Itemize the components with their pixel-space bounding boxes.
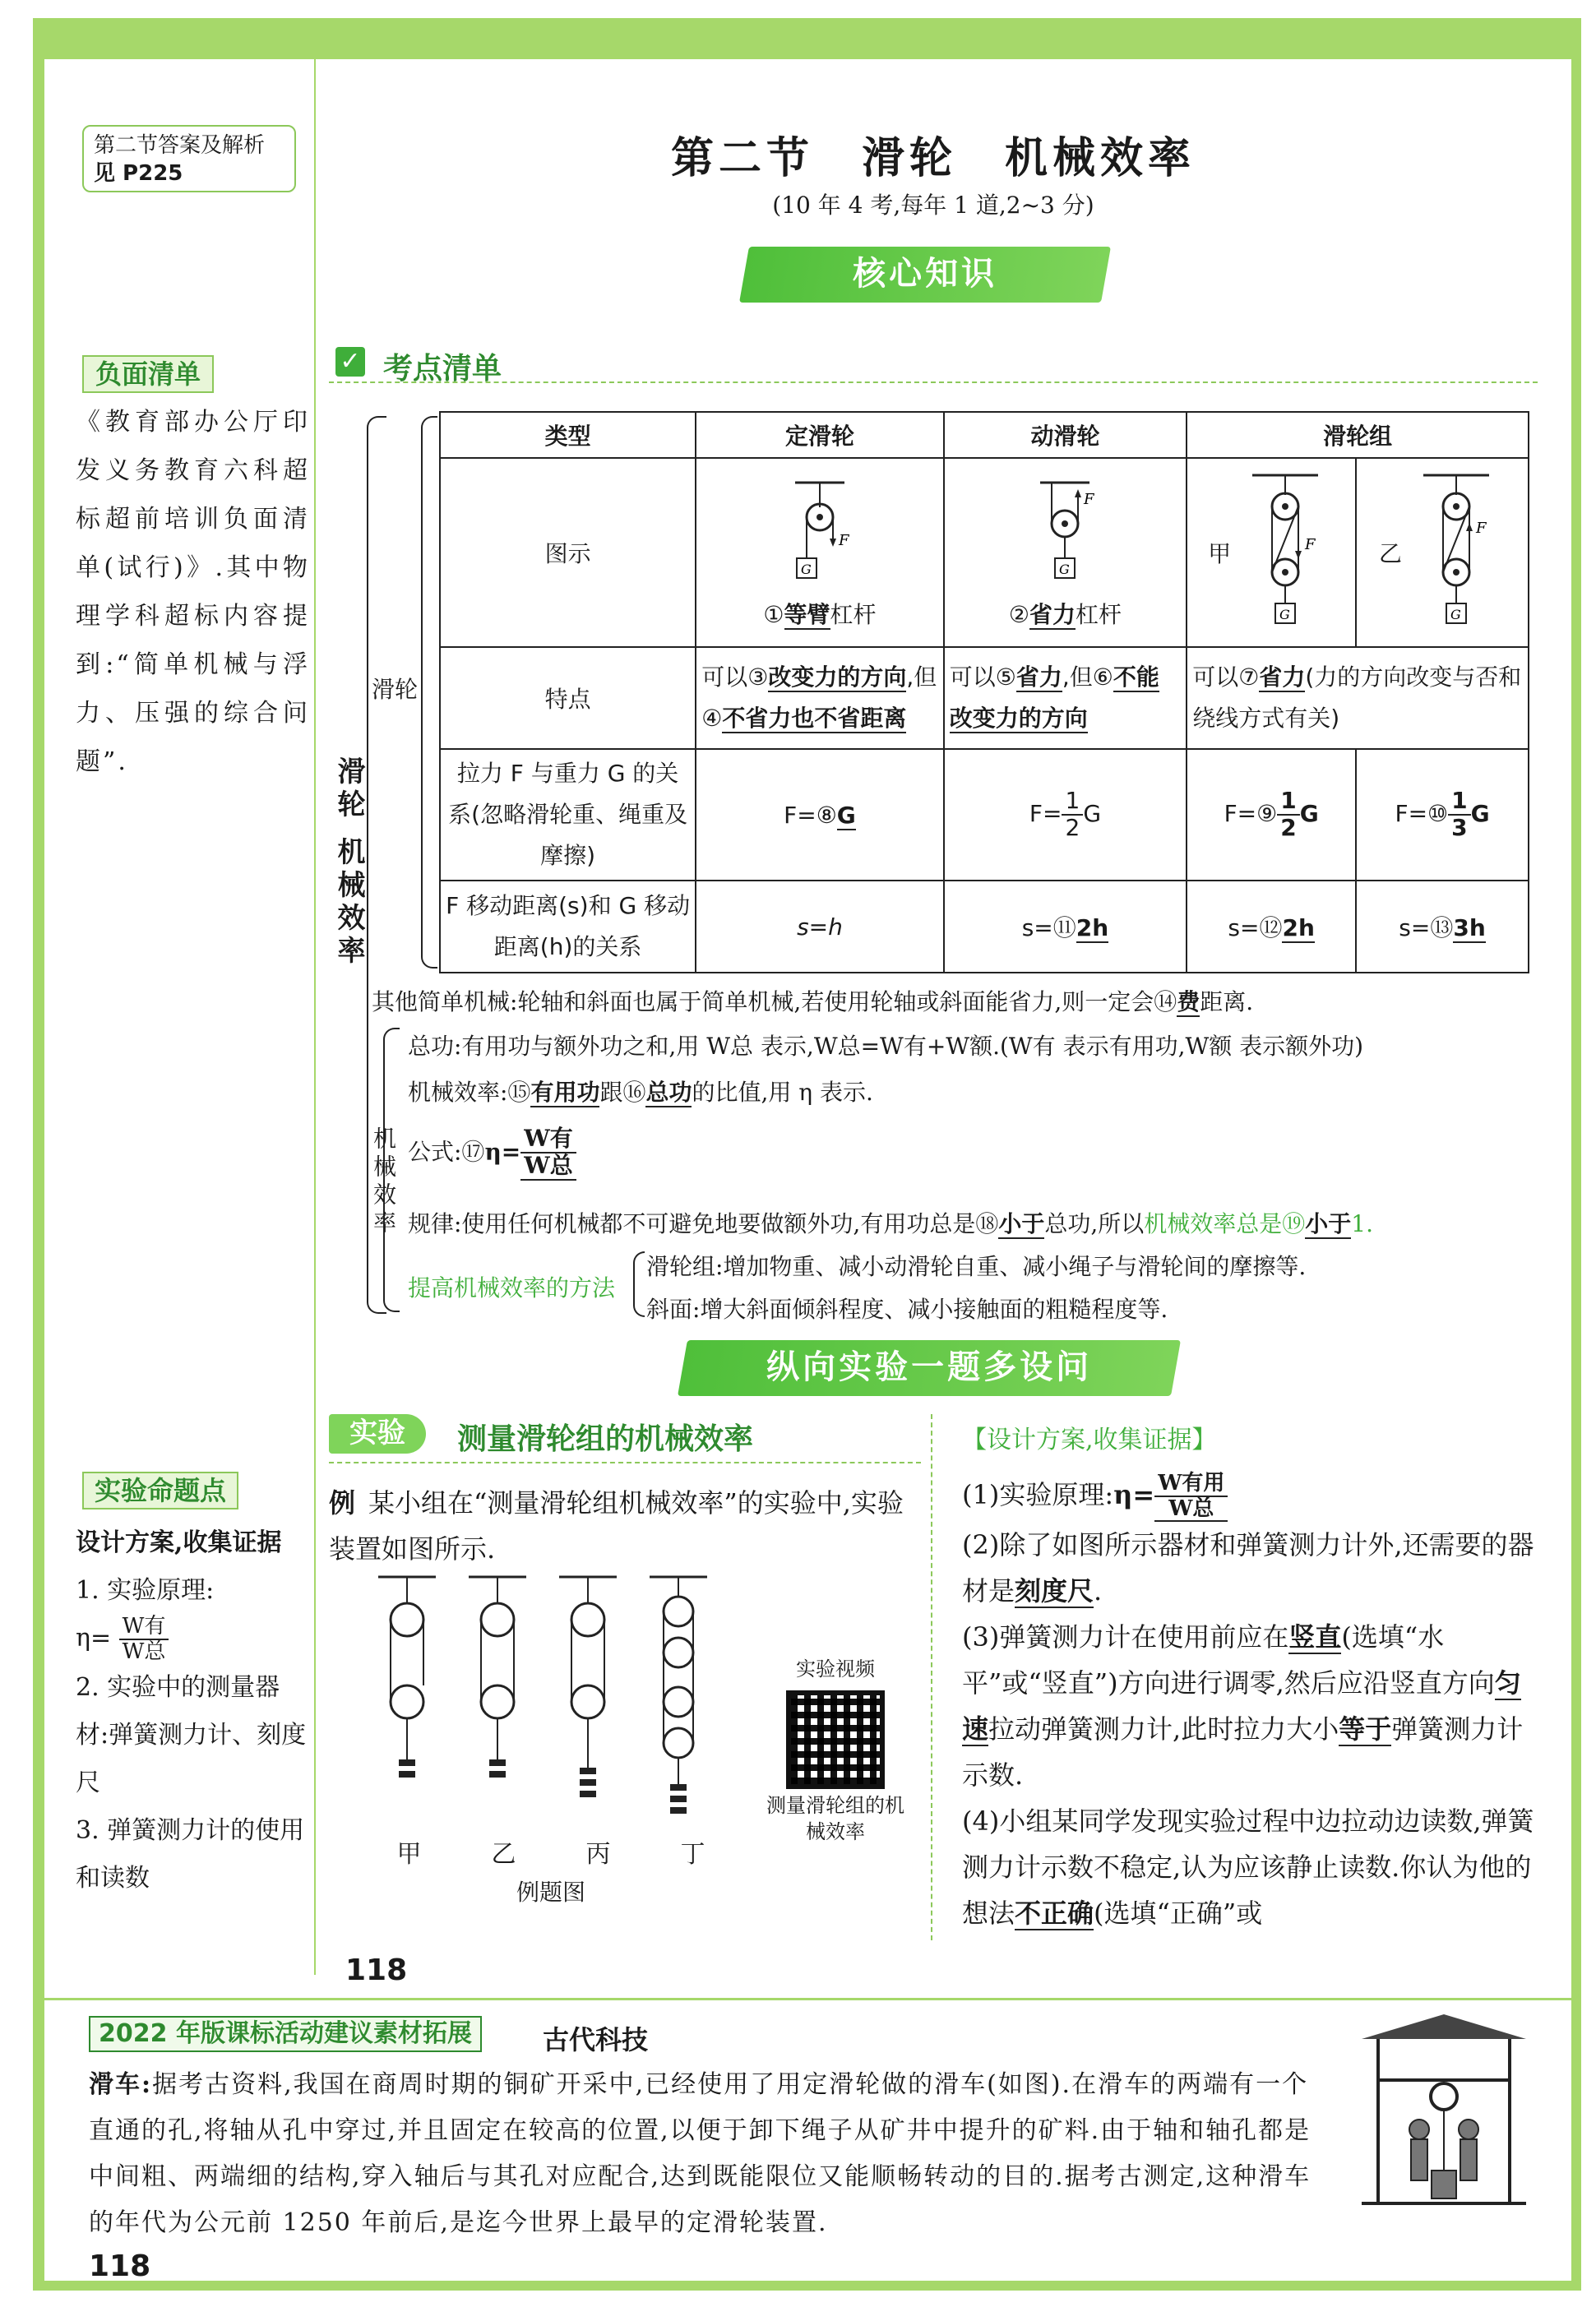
col-fixed: 定滑轮 xyxy=(696,412,943,458)
right-column xyxy=(962,1417,1538,1936)
pulley-group-jia-diagram xyxy=(1236,470,1335,635)
pulley-group-yi-cell xyxy=(1356,458,1529,647)
fixed-caption xyxy=(701,597,937,630)
movable-pulley-cell xyxy=(944,458,1187,647)
q2-pre: (2)除了如图所示器材和弹簧测力计外,还需要的器材是 xyxy=(962,1529,1534,1607)
group-feature-b: (力的方向改变与否和绕线方式有关) xyxy=(1192,663,1522,732)
movable-force-post: G xyxy=(1083,800,1102,827)
fixed-pulley-cell xyxy=(696,458,943,647)
experiment-figure xyxy=(362,1570,740,1817)
eff-formula-den: W总 xyxy=(524,1151,573,1179)
movable-feature xyxy=(944,647,1187,749)
improve-bracket xyxy=(633,1251,645,1317)
q3-c: 拉动弹簧测力计,此时拉力大小 xyxy=(988,1713,1339,1745)
page-number: 118 xyxy=(89,2249,151,2283)
eff-def-post: 的比值,用 η 表示. xyxy=(692,1079,873,1106)
yi-label: 乙 xyxy=(1379,540,1403,567)
exp-point-1-formula xyxy=(76,1615,310,1664)
page-title: 第二节 滑轮 机械效率 xyxy=(670,134,1196,183)
movable-distance-answer: 2h xyxy=(1076,914,1109,941)
core-knowledge-banner xyxy=(739,247,1111,303)
col-movable: 动滑轮 xyxy=(944,412,1187,458)
svg-text:F: F xyxy=(838,531,849,549)
inner-page-number: 118 xyxy=(345,1953,408,1987)
example-text: 某小组在“测量滑轮组机械效率”的实验中,实验装置如图所示. xyxy=(329,1487,904,1565)
page-frame-top xyxy=(33,18,1581,59)
movable-caption xyxy=(950,597,1182,630)
fixed-caption-answer: 等臂 xyxy=(784,600,830,628)
jia-force-num: 1 xyxy=(1277,788,1299,816)
exp-points-tag: 实验命题点 xyxy=(82,1472,238,1509)
yi-distance-pre: s=⑬ xyxy=(1399,914,1454,941)
bottom-tag: 2022 年版课标活动建议素材拓展 xyxy=(89,2016,482,2052)
exp-points-heading: 设计方案,收集证据 xyxy=(76,1528,282,1557)
fixed-feature-a: 可以③ xyxy=(701,663,769,691)
improve-label: 提高机械效率的方法 xyxy=(408,1274,616,1301)
answer-ref-line1: 第二节答案及解析 xyxy=(94,133,266,158)
fixed-force-answer: G xyxy=(836,801,856,829)
jia-distance-answer: 2h xyxy=(1282,914,1315,941)
svg-text:F: F xyxy=(1305,536,1316,553)
pulley-table xyxy=(439,411,1529,973)
q3-answer2: 匀速 xyxy=(962,1667,1521,1745)
q3-answer1: 竖直 xyxy=(1288,1621,1342,1653)
example-block xyxy=(329,1480,921,1572)
fixed-distance: s=h xyxy=(696,881,943,973)
experiment-tag: 实验 xyxy=(329,1414,426,1454)
movable-feature-b: ,但⑥ xyxy=(1062,663,1113,691)
eta-symbol: η= xyxy=(76,1624,112,1653)
core-knowledge-label: 核心知识 xyxy=(853,255,998,293)
fixed-force-pre: F=⑧ xyxy=(784,801,837,829)
other-machines xyxy=(372,987,1539,1018)
checkmark-icon: ✓ xyxy=(335,347,365,377)
jia-force-post: G xyxy=(1299,800,1319,827)
jia-force-pre: F=⑨ xyxy=(1224,800,1278,827)
other-machines-pre: 其他简单机械:轮轴和斜面也属于简单机械,若使用轮轴或斜面能省力,则一定会⑭ xyxy=(372,988,1177,1015)
example-label: 例 xyxy=(329,1487,356,1519)
yi-force-num: 1 xyxy=(1448,788,1470,816)
q3-d: 弹簧测力计示数. xyxy=(962,1713,1524,1792)
q1-eta: η= xyxy=(1113,1479,1155,1511)
efficiency-rule xyxy=(408,1209,1543,1240)
exp-point-3: 3. 弹簧测力计的使用和读数 xyxy=(76,1815,305,1893)
fig-label-yi: 乙 xyxy=(491,1840,516,1869)
pulley-side-label: 滑轮 xyxy=(372,676,419,703)
q1-fraction xyxy=(1154,1472,1228,1522)
group-feature-a: 可以⑦ xyxy=(1192,663,1260,691)
eta-fraction xyxy=(119,1615,169,1663)
fig-label-bing: 丙 xyxy=(585,1840,611,1869)
row-distance-label: F 移动距离(s)和 G 移动距离(h)的关系 xyxy=(440,881,696,973)
checklist-label: 考点清单 xyxy=(383,352,502,386)
q4 xyxy=(962,1798,1538,1936)
page-frame-right xyxy=(1571,18,1581,2291)
eff-rule-green: 机械效率总是⑲ xyxy=(1144,1210,1306,1237)
group-feature xyxy=(1187,647,1529,749)
q1-pre: (1)实验原理: xyxy=(962,1479,1114,1511)
bottom-separator xyxy=(44,1998,1571,2000)
jia-force-fraction xyxy=(1277,788,1299,841)
fig-label-ding: 丁 xyxy=(680,1840,705,1869)
q3-a: (3)弹簧测力计在使用前应在 xyxy=(962,1621,1289,1653)
w-total: W总 xyxy=(122,1639,166,1664)
figure-labels xyxy=(362,1833,740,1870)
movable-caption-answer: 省力 xyxy=(1029,600,1076,628)
eff-formula-pre: 公式:⑰ xyxy=(408,1138,485,1166)
ancient-pulley-illustration xyxy=(1345,2006,1543,2236)
experiment-banner-label: 纵向实验一题多设问 xyxy=(766,1348,1093,1386)
bottom-text xyxy=(89,2062,1322,2246)
yi-force-post: G xyxy=(1470,800,1490,827)
efficiency-definition xyxy=(408,1077,1543,1108)
eff-rule-mid: 总功,所以 xyxy=(1044,1210,1145,1237)
efficiency-formula xyxy=(408,1126,1543,1181)
page-frame-left xyxy=(33,18,44,2291)
eff-def-pre: 机械效率:⑮ xyxy=(408,1079,531,1106)
eff-def-answer1: 有用功 xyxy=(530,1079,600,1106)
experiment-banner xyxy=(678,1340,1181,1396)
big-side-label: 滑轮 机械效率 xyxy=(332,756,365,969)
jia-distance xyxy=(1187,881,1356,973)
q2 xyxy=(962,1522,1538,1614)
yi-distance xyxy=(1356,881,1529,973)
q1-num: W有用 xyxy=(1154,1472,1228,1497)
q3-answer3: 等于 xyxy=(1339,1713,1392,1745)
q4-b: (选填“正确”或 xyxy=(1094,1898,1263,1930)
movable-force-num: 1 xyxy=(1062,788,1083,816)
q3 xyxy=(962,1614,1538,1798)
other-machines-post: 距离. xyxy=(1200,988,1254,1015)
eff-formula-num: W有 xyxy=(520,1126,576,1154)
row-feature-label: 特点 xyxy=(440,647,696,749)
fixed-feature-answer1: 改变力的方向 xyxy=(768,663,907,691)
eff-def-mid: 跟⑯ xyxy=(599,1079,646,1106)
exp-point-2: 2. 实验中的测量器材:弹簧测力计、刻度尺 xyxy=(76,1672,307,1797)
eff-rule-pre: 规律:使用任何机械都不可避免地要做额外功,有用功总是⑱ xyxy=(408,1210,999,1237)
efficiency-side-label: 机械效率 xyxy=(370,1126,397,1238)
svg-text:G: G xyxy=(1279,607,1290,622)
eff-rule-answer2: 小于 xyxy=(1305,1210,1352,1237)
yi-force-pre: F=⑩ xyxy=(1395,800,1449,827)
qr-bottom-label: 测量滑轮组的机械效率 xyxy=(766,1794,904,1843)
eff-def-answer2: 总功 xyxy=(645,1079,692,1106)
q2-answer: 刻度尺 xyxy=(1015,1575,1094,1607)
movable-distance-pre: s=⑪ xyxy=(1021,914,1076,941)
yi-distance-answer: 3h xyxy=(1453,914,1486,941)
yi-force xyxy=(1356,749,1529,881)
w-useful: W有 xyxy=(119,1615,169,1640)
checklist-heading xyxy=(329,344,1538,386)
movable-force-fraction xyxy=(1062,788,1083,841)
fixed-force xyxy=(696,749,943,881)
qr-code[interactable] xyxy=(786,1690,885,1789)
pulley-group-yi-diagram xyxy=(1407,470,1506,635)
eff-rule-post: 1. xyxy=(1351,1210,1374,1237)
yi-force-fraction xyxy=(1448,788,1470,841)
figure-caption: 例题图 xyxy=(516,1879,585,1906)
pulley-bracket xyxy=(421,416,437,969)
bottom-body: 据考古资料,我国在商周时期的铜矿开采中,已经使用了用定滑轮做的滑车(如图).在滑车的两端有一个直通的孔,将轴从孔中穿过,并且固定在较高的位置,以便于卸下绳子从矿井中提升的矿料.由于轴和轴孔都是中间粗、两端细的结构,穿入轴后与其孔对应配合,达到既能限位又能顺畅转动的目的.据考古测定,这种滑车的年代为公元前 1250 年前后,是迄今世界上最早的定滑轮装置. xyxy=(89,2070,1311,2237)
pulley-group-jia-cell xyxy=(1187,458,1356,647)
movable-caption-pre: ② xyxy=(1008,600,1029,628)
fixed-caption-post: 杠杆 xyxy=(830,600,877,628)
svg-text:F: F xyxy=(1476,520,1487,537)
page-frame-bottom xyxy=(33,2281,1581,2291)
bottom-lead: 滑车: xyxy=(89,2070,153,2099)
q1 xyxy=(962,1472,1538,1522)
exp-point-1: 1. 实验原理: xyxy=(76,1576,215,1605)
movable-force-den: 2 xyxy=(1065,814,1080,841)
q3-b: (选填“水平”或“竖直”)方向进行调零,然后应沿竖直方向 xyxy=(962,1621,1495,1699)
experiment-divider xyxy=(329,1462,921,1463)
q4-answer: 不正确 xyxy=(1015,1898,1094,1930)
movable-caption-post: 杠杆 xyxy=(1076,600,1122,628)
fixed-pulley-diagram xyxy=(766,476,873,591)
fixed-feature-answer2: 不省力也不省距离 xyxy=(722,705,907,732)
q4-a: (4)小组某同学发现实验过程中边拉动边读数,弹簧测力计示数不稳定,认为应该静止读数.你认为他的想法 xyxy=(962,1805,1534,1930)
right-heading: 【设计方案,收集证据】 xyxy=(962,1426,1217,1454)
svg-text:G: G xyxy=(1059,561,1071,577)
improve-pulley: 滑轮组:增加物重、减小动滑轮自重、减小绳子与滑轮间的摩擦等. xyxy=(646,1253,1307,1280)
jia-force xyxy=(1187,749,1356,881)
svg-text:F: F xyxy=(1084,490,1094,508)
movable-feature-answer2: 不能改变力的方向 xyxy=(949,663,1159,732)
other-machines-answer: 费 xyxy=(1177,988,1200,1015)
group-feature-answer: 省力 xyxy=(1259,663,1306,691)
eff-formula-eta: η= xyxy=(484,1138,521,1166)
total-work-line: 总功:有用功与额外功之和,用 W总 表示,W总=W有+W额.(W有 表示有用功,W额 表示额外功) xyxy=(408,1033,1364,1060)
row-diagram-label: 图示 xyxy=(440,458,696,647)
column-divider xyxy=(931,1414,932,1940)
svg-text:G: G xyxy=(1450,607,1461,622)
col-group: 滑轮组 xyxy=(1187,412,1529,458)
movable-pulley-diagram xyxy=(1011,476,1118,591)
movable-feature-a: 可以⑤ xyxy=(949,663,1016,691)
answer-ref-line2: 见 P225 xyxy=(94,161,183,186)
movable-distance xyxy=(944,881,1187,973)
yi-force-den: 3 xyxy=(1451,814,1468,841)
row-force-label: 拉力 F 与重力 G 的关系(忽略滑轮重、绳重及摩擦) xyxy=(440,749,696,881)
eff-formula-fraction xyxy=(520,1126,576,1181)
movable-feature-answer1: 省力 xyxy=(1015,663,1062,691)
fixed-feature xyxy=(696,647,943,749)
q1-den: W总 xyxy=(1168,1496,1214,1521)
exp-points-block xyxy=(76,1519,310,1902)
movable-force xyxy=(944,749,1187,881)
qr-top-label: 实验视频 xyxy=(796,1657,875,1681)
bottom-topic: 古代科技 xyxy=(543,2024,649,2055)
svg-text:G: G xyxy=(800,561,812,577)
movable-force-pre: F= xyxy=(1029,800,1062,827)
fixed-feature-b: ,但④ xyxy=(701,663,937,732)
jia-distance-pre: s=⑫ xyxy=(1228,914,1283,941)
col-type: 类型 xyxy=(440,412,696,458)
q2-post: . xyxy=(1094,1575,1103,1607)
negative-list-text: 《教育部办公厅印发义务教育六科超标超前培训负面清单(试行)》.其中物理学科超标内容提到:“简单机械与浮力、压强的综合问题”. xyxy=(76,408,310,776)
answer-reference-box xyxy=(82,125,296,192)
eff-rule-answer1: 小于 xyxy=(998,1210,1045,1237)
negative-list-tag: 负面清单 xyxy=(82,355,214,393)
page-subtitle: (10 年 4 考,每年 1 道,2~3 分) xyxy=(772,192,1094,219)
jia-force-den: 2 xyxy=(1280,814,1297,841)
jia-label: 甲 xyxy=(1208,540,1232,567)
improve-incline: 斜面:增大斜面倾斜程度、减小接触面的粗糙程度等. xyxy=(646,1296,1168,1323)
fixed-caption-pre: ① xyxy=(763,600,784,628)
fig-label-jia: 甲 xyxy=(396,1840,422,1869)
experiment-title: 测量滑轮组的机械效率 xyxy=(457,1422,754,1456)
